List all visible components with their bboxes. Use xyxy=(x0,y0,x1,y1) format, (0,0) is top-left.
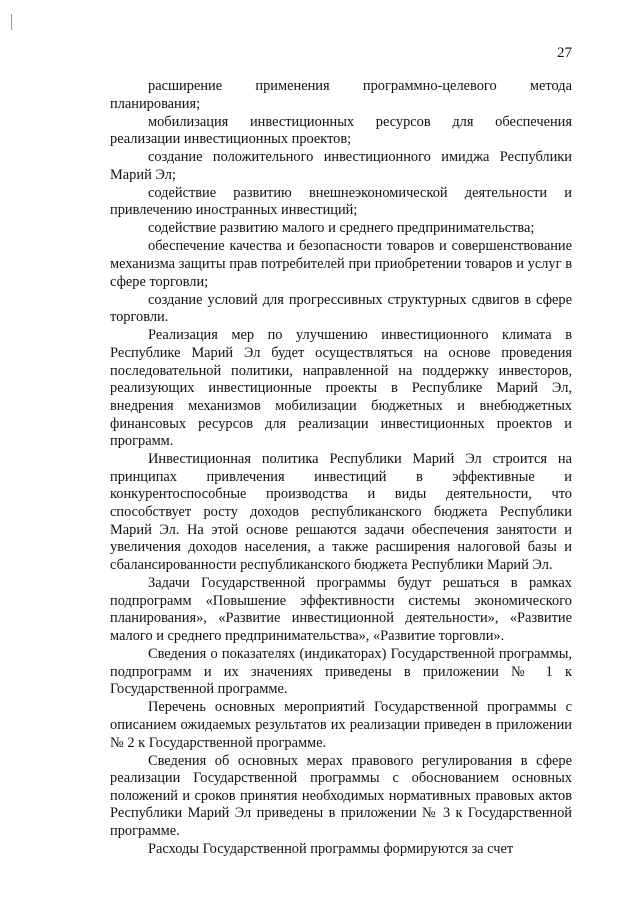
paragraph: мобилизация инвестиционных ресурсов для обеспечения реализации инвестиционных проектов; xyxy=(110,113,572,148)
page-number: 27 xyxy=(557,45,572,61)
paragraph: Реализация мер по улучшению инвестиционного климата в Республике Марий Эл будет осуществляться на основе проведения последовательной политики, направленной на поддержку инвесторов, реализующих инвестиционные проекты в Республике Марий Эл, внедрения механизмов мобилизации бюджетных и внебюджетных финансовых ресурсов для реализации инвестиционных проектов и программ. xyxy=(110,327,572,450)
paragraph: создание положительного инвестиционного имиджа Республики Марий Эл; xyxy=(110,149,572,183)
paragraph: Инвестиционная политика Республики Марий Эл строится на принципах привлечения инвестиций в эффективные и конкурентоспособные производства и виды деятельности, что способствует росту доходов республиканского бюджета Республики Марий Эл. На этой основе решаются задачи обеспечения занятости и увеличения доходов населения, а также расширения налоговой базы и сбалансированности республиканского бюджета Республики Марий Эл. xyxy=(110,451,572,574)
paragraph: создание условий для прогрессивных структурных сдвигов в сфере торговли. xyxy=(110,291,572,326)
paragraph: Сведения об основных мерах правового регулирования в сфере реализации Государственной программы с обоснованием основных положений и сроков принятия необходимых нормативных правовых актов Республики Марий Эл приведены в приложении № 3 к Государственной программе. xyxy=(110,752,572,840)
paragraph: Задачи Государственной программы будут решаться в рамках подпрограмм «Повышение эффективности системы экономического планирования», «Развитие инвестиционной деятельности», «Развитие малого и среднего предпринимательства», «Развитие торговли». xyxy=(110,575,572,645)
paragraph: Перечень основных мероприятий Государственной программы с описанием ожидаемых результатов их реализации приведен в приложении № 2 к Государственной программе. xyxy=(110,699,572,751)
paragraph: Расходы Государственной программы формируются за счет xyxy=(148,841,514,858)
scan-edge-mark xyxy=(11,14,12,30)
paragraph: содействие развитию внешнеэкономической деятельности и привлечению иностранных инвестиций; xyxy=(110,184,572,219)
paragraph: расширение применения программно-целевого метода планирования; xyxy=(110,78,572,112)
paragraph: содействие развитию малого и среднего предпринимательства; xyxy=(148,220,535,237)
paragraph: обеспечение качества и безопасности товаров и совершенствование механизма защиты прав потребителей при приобретении товаров и услуг в сфере торговли; xyxy=(110,238,572,290)
paragraph: Сведения о показателях (индикаторах) Государственной программы, подпрограмм и их значениях приведены в приложении № 1 к Государственной программе. xyxy=(110,645,572,698)
document-body xyxy=(110,78,572,859)
